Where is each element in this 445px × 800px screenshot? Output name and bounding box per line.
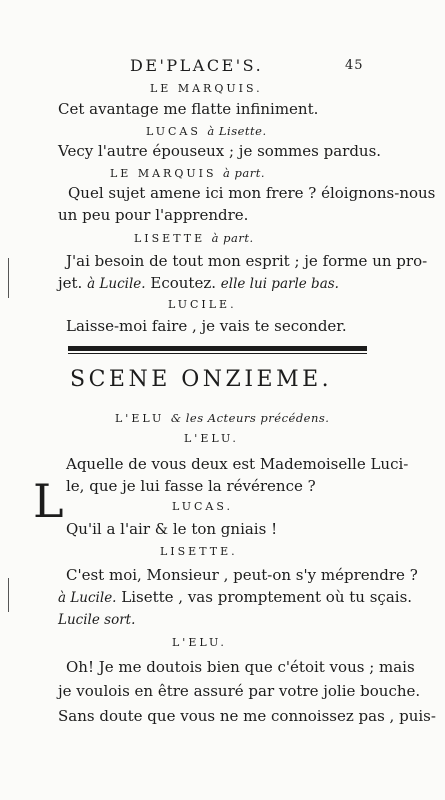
cast-line bbox=[115, 411, 329, 425]
text-run: J'ai besoin de tout mon esprit ; je forme un pro- bbox=[66, 252, 428, 270]
speaker-lucas-1 bbox=[146, 124, 267, 138]
stage-direction: Lucile sort. bbox=[58, 612, 136, 628]
margin-mark bbox=[8, 578, 9, 612]
text-run: L'ELU. bbox=[184, 432, 239, 445]
stage-direction: à Lisette. bbox=[207, 124, 267, 138]
line-6 bbox=[58, 274, 339, 292]
line-10 bbox=[66, 520, 277, 538]
scene-divider bbox=[68, 346, 367, 355]
stage-direction: à part. bbox=[223, 166, 266, 180]
text-run: LISETTE bbox=[134, 232, 206, 245]
text-run: Quel sujet amene ici mon frere ? éloignons-nous bbox=[68, 184, 436, 202]
text-run: LUCILE. bbox=[168, 298, 237, 311]
line-13 bbox=[58, 610, 135, 628]
text-run: Qu'il a l'air & le ton gniais ! bbox=[66, 520, 278, 538]
line-4 bbox=[58, 206, 248, 224]
line-2 bbox=[58, 142, 381, 160]
text-run: Ecoutez. bbox=[150, 274, 216, 292]
margin-mark bbox=[8, 258, 9, 298]
speaker-elu-1 bbox=[184, 432, 239, 445]
speaker-elu-2 bbox=[172, 636, 227, 649]
line-8 bbox=[66, 455, 408, 473]
stage-direction: à Lucile. bbox=[58, 590, 117, 606]
text-run: Vecy l'autre épouseux ; je sommes pardus. bbox=[58, 142, 382, 160]
speaker-marquis-1 bbox=[150, 82, 263, 95]
text-run: C'est moi, Monsieur , peut-on s'y méprendre ? bbox=[66, 566, 418, 584]
drop-capital: L bbox=[33, 474, 64, 528]
line-5 bbox=[66, 252, 427, 270]
text-run: Aquelle de vous deux est Mademoiselle Luci- bbox=[66, 455, 409, 473]
stage-direction: & les Acteurs précédens. bbox=[170, 411, 330, 425]
text-run: LISETTE. bbox=[160, 545, 238, 558]
line-12 bbox=[58, 588, 412, 606]
text-run: le, que je lui fasse la révérence ? bbox=[66, 477, 316, 495]
text-run: L'ELU bbox=[115, 412, 165, 425]
text-run: Oh! Je me doutois bien que c'étoit vous ; mais bbox=[66, 658, 415, 676]
line-11 bbox=[66, 566, 418, 584]
page-number: 45 bbox=[345, 58, 364, 73]
speaker-marquis-2 bbox=[110, 166, 265, 180]
scene-title: SCENE ONZIEME. bbox=[70, 367, 333, 392]
text-run: LE MARQUIS. bbox=[150, 82, 263, 95]
speaker-lucile-1 bbox=[168, 298, 237, 311]
stage-direction: elle lui parle bas. bbox=[220, 276, 339, 292]
text-run: Cet avantage me flatte infiniment. bbox=[58, 100, 319, 118]
stage-direction: à Lucile. bbox=[87, 276, 146, 292]
text-run: Lisette , vas promptement où tu sçais. bbox=[121, 588, 413, 606]
text-run: LE MARQUIS bbox=[110, 167, 217, 180]
text-run: LUCAS bbox=[146, 125, 201, 138]
text-run: LUCAS. bbox=[172, 500, 233, 513]
line-1 bbox=[58, 100, 318, 118]
text-run: je voulois en être assuré par votre jolie bouche. bbox=[58, 682, 421, 700]
line-7 bbox=[66, 317, 347, 335]
line-14 bbox=[66, 658, 415, 676]
line-15 bbox=[58, 682, 420, 700]
text-run: un peu pour l'apprendre. bbox=[58, 206, 249, 224]
text-run: L'ELU. bbox=[172, 636, 227, 649]
running-title: DE'PLACE'S. bbox=[130, 56, 264, 75]
speaker-lucas-2 bbox=[172, 500, 233, 513]
speaker-lisette-2 bbox=[160, 545, 238, 558]
line-16 bbox=[58, 707, 436, 725]
text-run: Laisse-moi faire , je vais te seconder. bbox=[66, 317, 347, 335]
text-run: jet. bbox=[58, 274, 83, 292]
line-3 bbox=[68, 184, 435, 202]
line-9 bbox=[66, 477, 316, 495]
speaker-lisette-1 bbox=[134, 231, 254, 245]
stage-direction: à part. bbox=[211, 231, 254, 245]
text-run: Sans doute que vous ne me connoissez pas , puis- bbox=[58, 707, 436, 725]
